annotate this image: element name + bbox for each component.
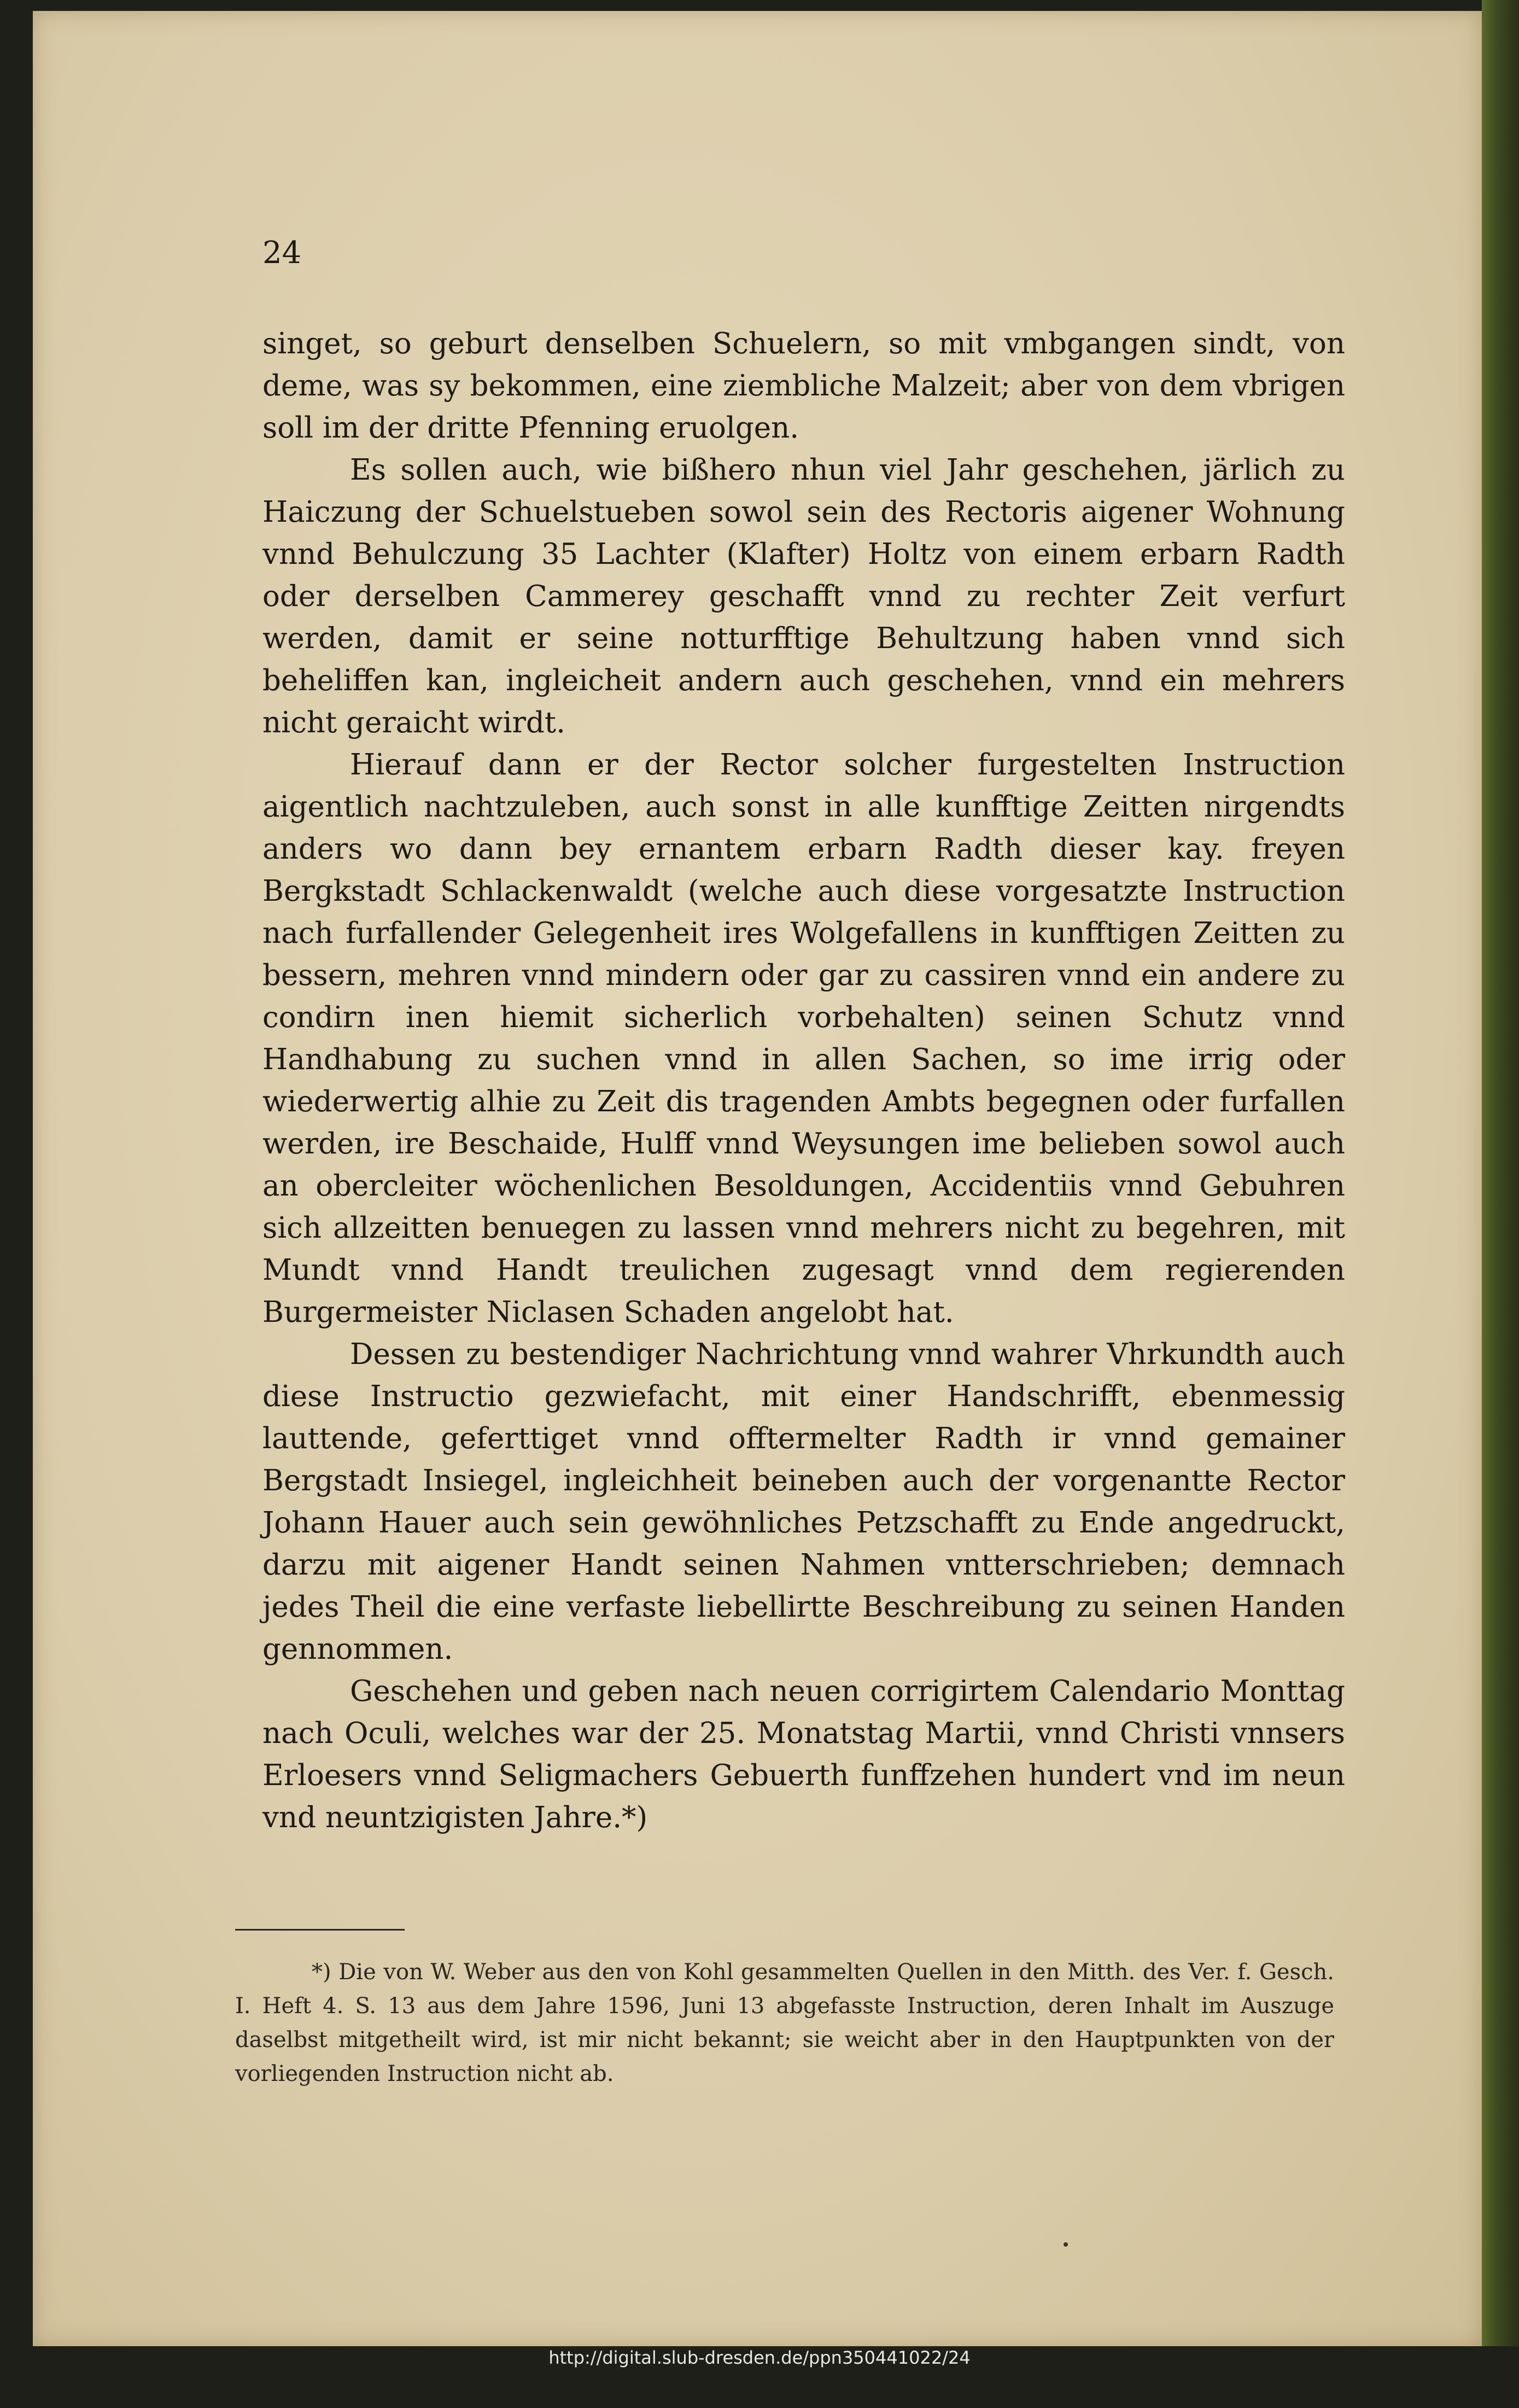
footnote-rule	[235, 1929, 405, 1931]
paragraph-1: singet, so geburt denselben Schuelern, so mit vmbgangen sindt, von deme, was sy bekommen, eine ziembliche Malzeit; aber von dem vbrigen soll im der dritte Pfenning eruolgen.	[262, 327, 1345, 445]
footnote: *) Die von W. Weber aus den von Kohl gesammelten Quellen in den Mitth. des Ver. f. Gesch. I. Heft 4. S. 13 aus dem Jahre 1596, Juni 13 abgefasste Instruction, deren Inhalt im Auszuge daselbst mitgetheilt wird, ist mir nicht bekannt; sie weicht aber in den Hauptpunkten von der vorliegenden Instruction nicht ab.	[235, 1960, 1334, 2086]
page-edge	[1482, 0, 1519, 2408]
speck-mark	[1064, 2242, 1068, 2247]
paragraph-5: Geschehen und geben nach neuen corrigirtem Calendario Monttag nach Oculi, welches war der 25. Monatstag Martii, vnnd Christi vnnsers Erloesers vnnd Seligmachers Gebuerth funffzehen hundert vnd im neun vnd neuntzigisten Jahre.*)	[262, 1675, 1345, 1834]
paragraph-2: Es sollen auch, wie bißhero nhun viel Jahr geschehen, järlich zu Haiczung der Schuelstueben sowol sein des Rectoris aigener Wohnung vnnd Behulczung 35 Lachter (Klafter) Holtz von einem erbarn Radth oder derselben Cammerey geschafft vnnd zu rechter Zeit verfurt werden, damit er seine notturfftige Behultzung haben vnnd sich beheliffen kan, ingleicheit andern auch geschehen, vnnd ein mehrers nicht geraicht wirdt.	[262, 453, 1345, 739]
paragraph-4: Dessen zu bestendiger Nachrichtung vnnd wahrer Vhrkundth auch diese Instructio gezwiefacht, mit einer Handschrifft, ebenmessig lauttende, geferttiget vnnd offtermelter Radth ir vnnd gemainer Bergstadt Insiegel, ingleichheit beineben auch der vorgenantte Rector Johann Hauer auch sein gewöhnliches Petzschafft zu Ende angedruckt, darzu mit aigener Handt seinen Nahmen vntterschrieben; demnach jedes Theil die eine verfaste liebellirtte Beschreibung zu seinen Handen gennommen.	[262, 1338, 1345, 1666]
source-url[interactable]: http://digital.slub-dresden.de/ppn350441022/24	[548, 2347, 971, 2368]
paragraph-3: Hierauf dann er der Rector solcher furgestelten Instruction aigentlich nachtzuleben, auch sonst in alle kunfftige Zeitten nirgendts anders wo dann bey ernantem erbarn Radth dieser kay. freyen Bergkstadt Schlackenwaldt (welche auch diese vorgesatzte Instruction nach furfallender Gelegenheit ires Wolgefallens in kunfftigen Zeitten zu bessern, mehren vnnd mindern oder gar zu cassiren vnnd ein andere zu condirn inen hiemit sicherlich vorbehalten) seinen Schutz vnnd Handhabung zu suchen vnnd in allen Sachen, so ime irrig oder wiederwertig alhie zu Zeit dis tragenden Ambts begegnen oder furfallen werden, ire Beschaide, Hulff vnnd Weysungen ime belieben sowol auch an obercleiter wöchenlichen Besoldungen, Accidentiis vnnd Gebuhren sich allzeitten benuegen zu lassen vnnd mehrers nicht zu begehren, mit Mundt vnnd Handt treulichen zugesagt vnnd dem regierenden Burgermeister Niclasen Schaden angelobt hat.	[262, 748, 1345, 1329]
page-number: 24	[262, 235, 302, 271]
main-text	[262, 323, 1345, 1839]
